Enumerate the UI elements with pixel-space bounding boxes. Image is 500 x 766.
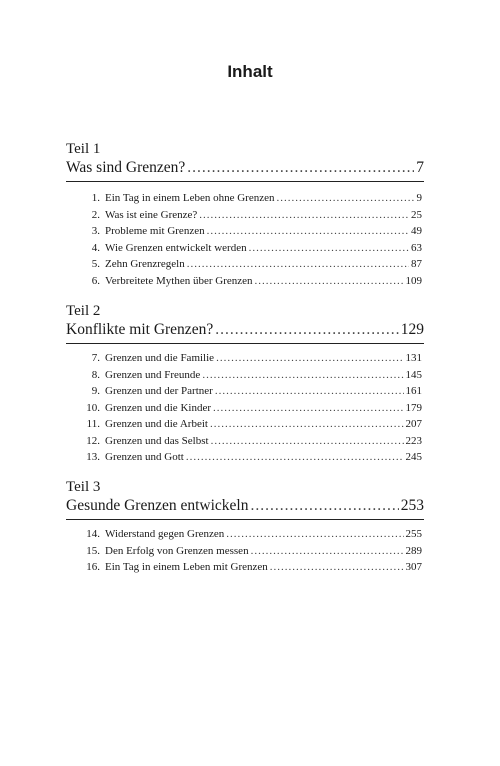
chapter-number: 3.: [91, 225, 100, 237]
toc-entry[interactable]: [86, 418, 422, 435]
leader-dots: [251, 545, 404, 557]
chapter-title: Zehn Grenzregeln: [105, 258, 185, 270]
leader-dots: [255, 275, 404, 287]
toc-entry[interactable]: [86, 385, 422, 402]
chapter-title: Verbreitete Mythen über Grenzen: [105, 274, 253, 287]
toc-entry[interactable]: [86, 192, 422, 209]
toc-entry[interactable]: [86, 258, 422, 275]
chapter-number: 12.: [86, 434, 100, 447]
chapter-title: Wie Grenzen entwickelt werden: [105, 241, 247, 254]
toc-entry[interactable]: [86, 528, 422, 545]
chapter-page: 255: [405, 528, 422, 540]
chapter-title: Grenzen und die Arbeit: [105, 418, 208, 430]
page-title: Inhalt: [227, 62, 273, 81]
chapter-number: 7.: [91, 352, 100, 364]
chapter-page: 145: [405, 368, 422, 381]
leader-dots: [276, 192, 414, 204]
part-title-row[interactable]: [66, 496, 424, 520]
leader-dots: [270, 561, 404, 573]
chapter-page: 307: [405, 561, 422, 573]
leader-dots: [187, 158, 414, 178]
leader-dots: [213, 402, 404, 414]
part-title: Konflikte mit Grenzen?: [66, 321, 214, 338]
chapter-page: 245: [405, 451, 422, 463]
chapter-number: 6.: [91, 274, 100, 287]
part-3-header: [66, 478, 424, 520]
chapter-number: 4.: [91, 241, 100, 254]
chapter-page: 289: [405, 544, 422, 557]
chapter-title: Grenzen und die Familie: [105, 352, 215, 364]
part-page: 7: [416, 159, 424, 176]
leader-dots: [226, 528, 403, 540]
part-label: Teil 1: [66, 141, 101, 157]
part-title: Gesunde Grenzen entwickeln: [66, 497, 249, 514]
toc-entry[interactable]: [86, 209, 422, 226]
leader-dots: [186, 451, 404, 463]
toc-entry[interactable]: [86, 435, 422, 452]
chapter-title: Grenzen und Gott: [105, 451, 184, 463]
chapter-page: 109: [405, 274, 422, 287]
chapter-title: Ein Tag in einem Leben mit Grenzen: [105, 561, 268, 573]
part-label: Teil 2: [66, 303, 101, 319]
chapter-list-part-1: [86, 192, 422, 291]
part-1-header: [66, 140, 424, 182]
leader-dots: [211, 435, 404, 447]
part-2-header: [66, 302, 424, 344]
chapter-number: 11.: [86, 418, 100, 430]
leader-dots: [187, 258, 409, 270]
chapter-title: Grenzen und die Kinder: [105, 401, 211, 414]
chapter-list-part-3: [86, 528, 422, 578]
chapter-number: 1.: [91, 192, 100, 204]
leader-dots: [202, 369, 403, 381]
chapter-number: 9.: [91, 385, 100, 397]
chapter-title: Grenzen und das Selbst: [105, 434, 209, 447]
leader-dots: [215, 320, 399, 340]
toc-entry[interactable]: [86, 242, 422, 259]
chapter-title: Ein Tag in einem Leben ohne Grenzen: [105, 192, 275, 204]
chapter-page: 131: [405, 352, 422, 364]
chapter-number: 2.: [91, 208, 100, 221]
chapter-page: 161: [405, 385, 422, 397]
part-title-row[interactable]: [66, 320, 424, 344]
toc-entry[interactable]: [86, 451, 422, 468]
part-label: Teil 3: [66, 479, 101, 495]
toc-entry[interactable]: [86, 561, 422, 578]
chapter-list-part-2: [86, 352, 422, 468]
leader-dots: [249, 242, 409, 254]
chapter-page: 223: [405, 434, 422, 447]
chapter-page: 179: [405, 401, 422, 414]
leader-dots: [215, 385, 404, 397]
chapter-page: 87: [411, 258, 422, 270]
chapter-number: 13.: [86, 451, 100, 463]
toc-entry[interactable]: [86, 545, 422, 562]
toc-entry[interactable]: [86, 369, 422, 386]
chapter-number: 10.: [86, 401, 100, 414]
chapter-page: 49: [411, 225, 422, 237]
chapter-title: Grenzen und Freunde: [105, 368, 201, 381]
chapter-number: 16.: [86, 561, 100, 573]
toc-entry[interactable]: [86, 352, 422, 369]
chapter-title: Was ist eine Grenze?: [105, 208, 198, 221]
part-title-row[interactable]: [66, 158, 424, 182]
leader-dots: [210, 418, 404, 430]
leader-dots: [199, 209, 409, 221]
part-title: Was sind Grenzen?: [66, 159, 186, 176]
leader-dots: [207, 225, 409, 237]
toc-entry[interactable]: [86, 275, 422, 292]
part-page: 253: [400, 497, 424, 514]
chapter-page: 9: [416, 192, 422, 204]
chapter-title: Widerstand gegen Grenzen: [105, 528, 225, 540]
chapter-number: 5.: [91, 258, 100, 270]
chapter-page: 207: [405, 418, 422, 430]
chapter-number: 14.: [86, 528, 100, 540]
leader-dots: [216, 352, 403, 364]
toc-entry[interactable]: [86, 225, 422, 242]
chapter-page: 25: [411, 208, 422, 221]
toc-entry[interactable]: [86, 402, 422, 419]
leader-dots: [250, 496, 398, 516]
chapter-title: Grenzen und der Partner: [105, 385, 213, 397]
chapter-title: Probleme mit Grenzen: [105, 225, 205, 237]
chapter-title: Den Erfolg von Grenzen messen: [105, 544, 249, 557]
chapter-page: 63: [411, 241, 422, 254]
part-page: 129: [400, 321, 424, 338]
chapter-number: 15.: [86, 544, 100, 557]
chapter-number: 8.: [91, 368, 100, 381]
